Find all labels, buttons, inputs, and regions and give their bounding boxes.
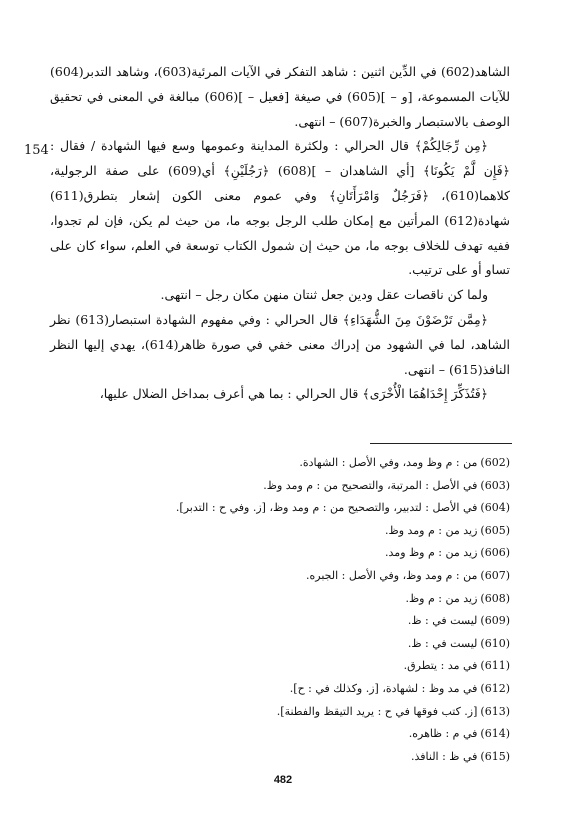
verse-marker: 154 [24,143,49,158]
footnote-number: (613) [480,704,510,718]
footnote-text: في مد وظ : لشهادة، [ز. وكذلك في : ح]. [289,681,478,695]
footnote [60,542,510,565]
footnote-number: (606) [480,546,510,560]
footnote-text: في الأصل : المرتبة، والتصحيح من : م ومد وظ. [263,478,478,492]
footnote [60,610,510,633]
footnote-number: (610) [480,636,510,650]
footnote [60,497,510,520]
footnote [60,452,510,475]
footnote-text: ليست في : ظ. [407,636,478,650]
footnote-text: ليست في : ظ. [407,614,478,628]
paragraph: ﴿مِن رِّجَالِكُمْ﴾ قال الحرالي : ولكثرة المداينة وعمومها وسع فيها الشهادة / فقال : ﴿فَإِن لَّمْ يَكُونَا﴾ [أي الشاهدان – ](608) ﴿رَجُلَيْنِ﴾ أي(609) على صفة الرجولية، كلاهما(610)، ﴿فَرَجُلٌ وَامْرَأَتَانِ﴾ وفي عموم معنى الكون إشعار بتطرق(611) شهادة(612) المرأتين مع إمكان طلب الرجل بوجه ما، من حيث لم يكن، فإن لم تجدوا، ففيه تهدف للخلاف بوجه ما، من حيث إن شمول الكتاب توسعة في العلم، سواء كان على تساو أو على ترتيب. [50,138,510,278]
footnote [60,520,510,543]
paragraph: ﴿فَتُذَكِّرَ إِحْدَاهُمَا الْأُخْرَى﴾ قال الحرالي : بما هي أعرف بمداخل الضلال عليها، [99,386,488,402]
footnote [60,655,510,678]
footnote [60,723,510,746]
footnote-number: (602) [480,456,510,469]
footnote-text: زيد من : م وظ ومد. [385,546,478,560]
footnote [60,565,510,588]
footnote-number: (605) [480,523,510,537]
footnote-text: في مد : يتطرق. [403,659,478,673]
footnote-text: من : م ومد وظ، وفي الأصل : الجبره. [306,568,478,582]
footnote [60,746,510,769]
footnote-number: (611) [480,659,510,673]
footnote-number: (614) [480,727,510,741]
footnote-number: (603) [480,478,510,492]
main-text [50,60,510,407]
footnote-divider [370,443,512,444]
footnote-number: (609) [480,614,510,628]
footnote-number: (607) [480,568,510,582]
paragraph: الشاهد(602) في الدِّين اثنين : شاهد التفكر في الآيات المرئية(603)، وشاهد التدبر(604) للآيات المسموعة، [و – ](605) في صيغة [فعيل – ](606) مبالغة في المعنى في تحقيق الوصف بالاستبصار والخبرة(607) – انتهى. [50,64,511,129]
footnote-number: (604) [480,501,510,515]
footnote-text: زيد من : م ومد وظ. [385,523,478,537]
footnote-text: في ظ : النافذ. [411,749,478,763]
footnote [60,701,510,724]
footnote-number: (615) [480,749,510,763]
footnote-number: (608) [480,591,510,605]
footnote [60,633,510,656]
paragraph: ﴿مِمَّن تَرْضَوْنَ مِنَ الشُّهَدَاءِ﴾ قال الحرالي : وفي مفهوم الشهادة استبصار(613) نظر الشاهد، لما في الشهود من إدراك معنى خفي في صورة ظاهر(614)، يهدي إليها النظر النافذ(615) – انتهى. [50,311,510,377]
footnote [60,475,510,498]
footnote-text: في الأصل : لتدبير، والتصحيح من : م ومد وظ، [ز. وفي ح : التدبر]. [175,501,478,515]
footnote-text: [ز. كتب فوقها في ح : يريد التيقظ والفطنة]. [276,704,478,718]
footnote [60,678,510,701]
footnote-text: زيد من : م وظ. [405,591,478,605]
page-number: 482 [273,774,293,786]
footnote [60,588,510,611]
footnotes [60,452,510,768]
footnote-text: في م : ظاهره. [408,727,478,741]
footnote-text: من : م وظ ومد، وفي الأصل : الشهادة. [299,456,478,469]
paragraph: ولما كن ناقصات عقل ودين جعل ثنتان منهن مكان رجل – انتهى. [160,287,488,303]
footnote-number: (612) [480,681,510,695]
